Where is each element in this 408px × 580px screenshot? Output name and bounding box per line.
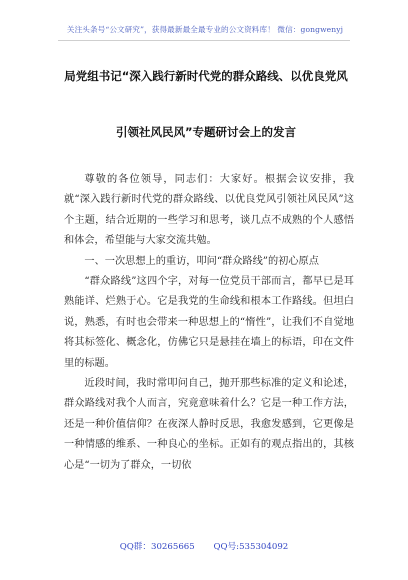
header-divider xyxy=(58,40,350,41)
section-heading-1: 一、一次思想上的重访，叩问“群众路线”的初心原点 xyxy=(84,255,319,267)
document-body xyxy=(64,170,354,476)
body-paragraph: “群众路线”这四个字，对每一位党员干部而言，都早已是耳熟能详、烂熟于心。它是我党的生命线和根本工作路线。但坦白说，熟悉，有时也会带来一种思想上的“惰性”，让我们不自觉地将其标签化、概念化，仿佛它只是悬挂在墙上的标语，印在文件里的标题。 xyxy=(64,276,354,369)
document-title-line-1: 局党组书记“深入践行新时代党的群众路线、以优良党风 xyxy=(64,69,348,83)
footer-qq-number: QQ号:535304092 xyxy=(213,542,289,552)
header-banner: 关注头条号“公文研究”，获得最新最全最专业的公文资料库！ 微信：gongwenyj xyxy=(66,25,344,34)
body-paragraph: 近段时间，我时常叩问自己，抛开那些标准的定义和论述，群众路线对我个人而言，究竟意味着什么？它是一种工作方法，还是一种价值信仰？在夜深人静时反思，我愈发感到，它更像是一种情感的维系、一种良心的坐标。正如有的观点指出的，其核心是“一切为了群众，一切依 xyxy=(64,378,354,471)
document-title-line-2: 引领社风民风”专题研讨会上的发言 xyxy=(115,125,297,139)
footer-contact xyxy=(0,540,408,552)
footer-qq-group: QQ群：30265665 xyxy=(119,542,195,552)
body-paragraph-greeting: 尊敬的各位领导，同志们：大家好。根据会议安排，我就“深入践行新时代党的群众路线、以优良党风引领社风民风”这个主题，结合近期的一些学习和思考，谈几点不成熟的个人感悟和体会，希望能与大家交流共勉。 xyxy=(64,174,354,247)
